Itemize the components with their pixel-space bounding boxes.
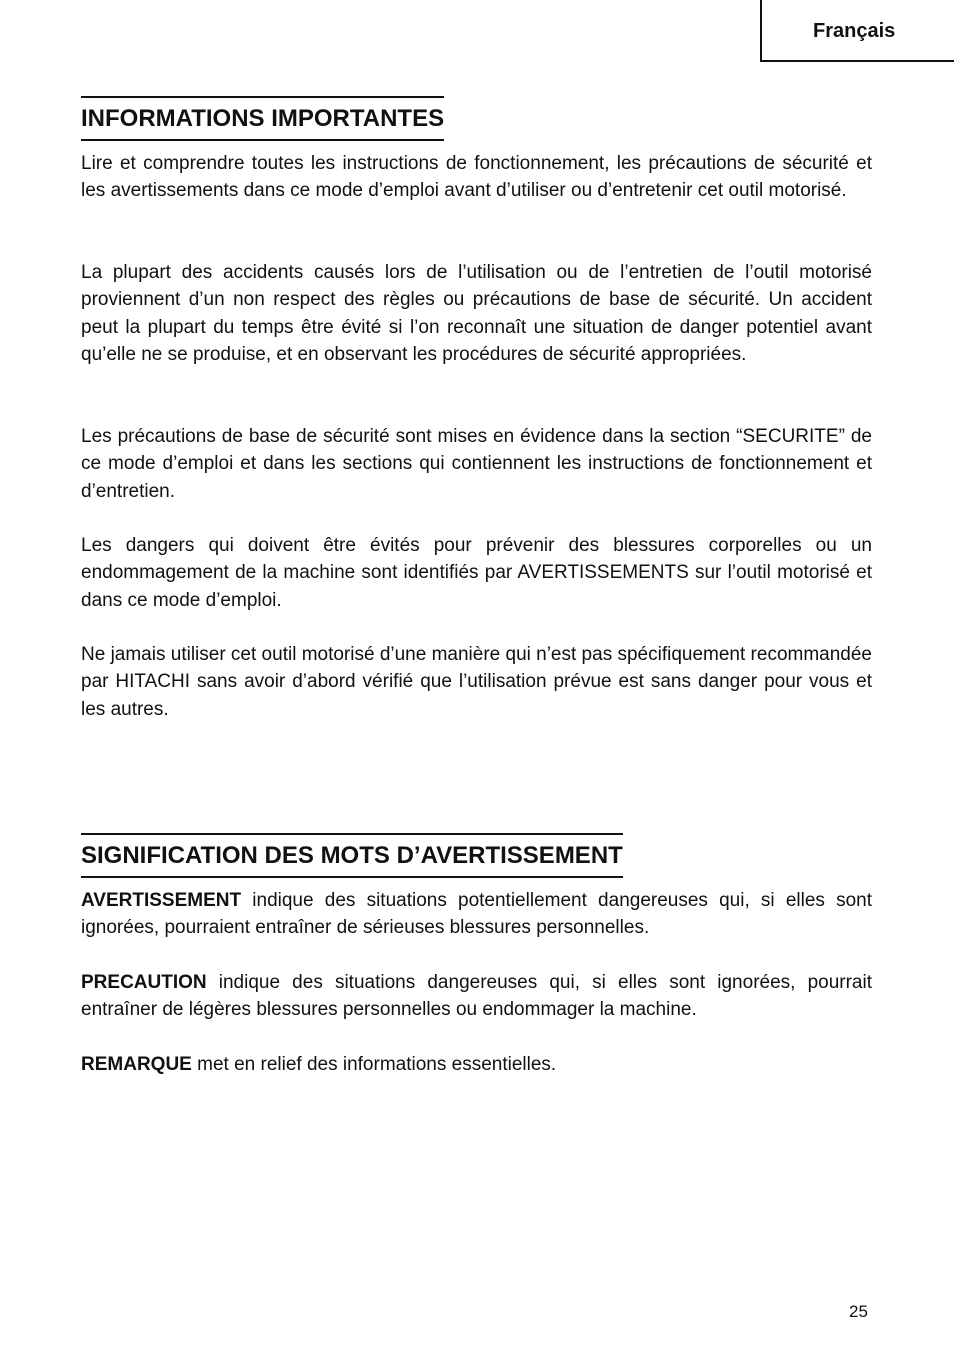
definition-remarque — [81, 1051, 872, 1078]
definition-text: met en relief des informations essentielles. — [191, 1054, 557, 1075]
paragraph: Ne jamais utiliser cet outil motorisé d’une manière qui n’est pas spécifiquement recommandée par HITACHI sans avoir d’abord vérifié que l’utilisation prévue est sans danger pour vous et les autres. — [81, 644, 872, 720]
language-tab — [760, 0, 954, 62]
definition-term: PRECAUTION — [81, 972, 207, 993]
language-label: Français — [813, 20, 896, 42]
definition-text: indique des situations dangereuses qui, si elles sont ignorées, pourrait entraîner de légères blessures personnelles ou endommager la machine. — [81, 972, 872, 1021]
page-number: 25 — [849, 1302, 868, 1321]
section-title-warning-words: SIGNIFICATION DES MOTS D’AVERTISSEMENT — [81, 833, 623, 878]
definition-avertissement — [81, 887, 872, 942]
section-title-important-info: INFORMATIONS IMPORTANTES — [81, 96, 444, 141]
paragraph: Les dangers qui doivent être évités pour prévenir des blessures corporelles ou un endommagement de la machine sont identifiés par AVERTISSEMENTS sur l’outil motorisé et dans ce mode d’emploi. — [81, 535, 872, 611]
definition-precaution — [81, 969, 872, 1024]
paragraph: Lire et comprendre toutes les instructions de fonctionnement, les précautions de sécurité et les avertissements dans ce mode d’emploi avant d’utiliser ou d’entretenir cet outil motorisé. — [81, 153, 872, 202]
paragraph: La plupart des accidents causés lors de l’utilisation ou de l’entretien de l’outil motorisé proviennent d’un non respect des règles ou précautions de base de sécurité. Un accident peut la plupart du temps être évité si l’on reconnaît une situation de danger potentiel avant qu’elle ne se produise, et en observant les procédures de sécurité appropriées. — [81, 262, 872, 365]
definition-term: REMARQUE — [81, 1054, 192, 1075]
definition-term: AVERTISSEMENT — [81, 890, 242, 911]
paragraph: Les précautions de base de sécurité sont mises en évidence dans la section “SECURITE” de ce mode d’emploi et dans les sections qui contiennent les instructions de fonctionnement et d’entretien. — [81, 426, 872, 502]
definition-text: indique des situations potentiellement dangereuses qui, si elles sont ignorées, pourraient entraîner de sérieuses blessures personnelles. — [81, 890, 872, 939]
